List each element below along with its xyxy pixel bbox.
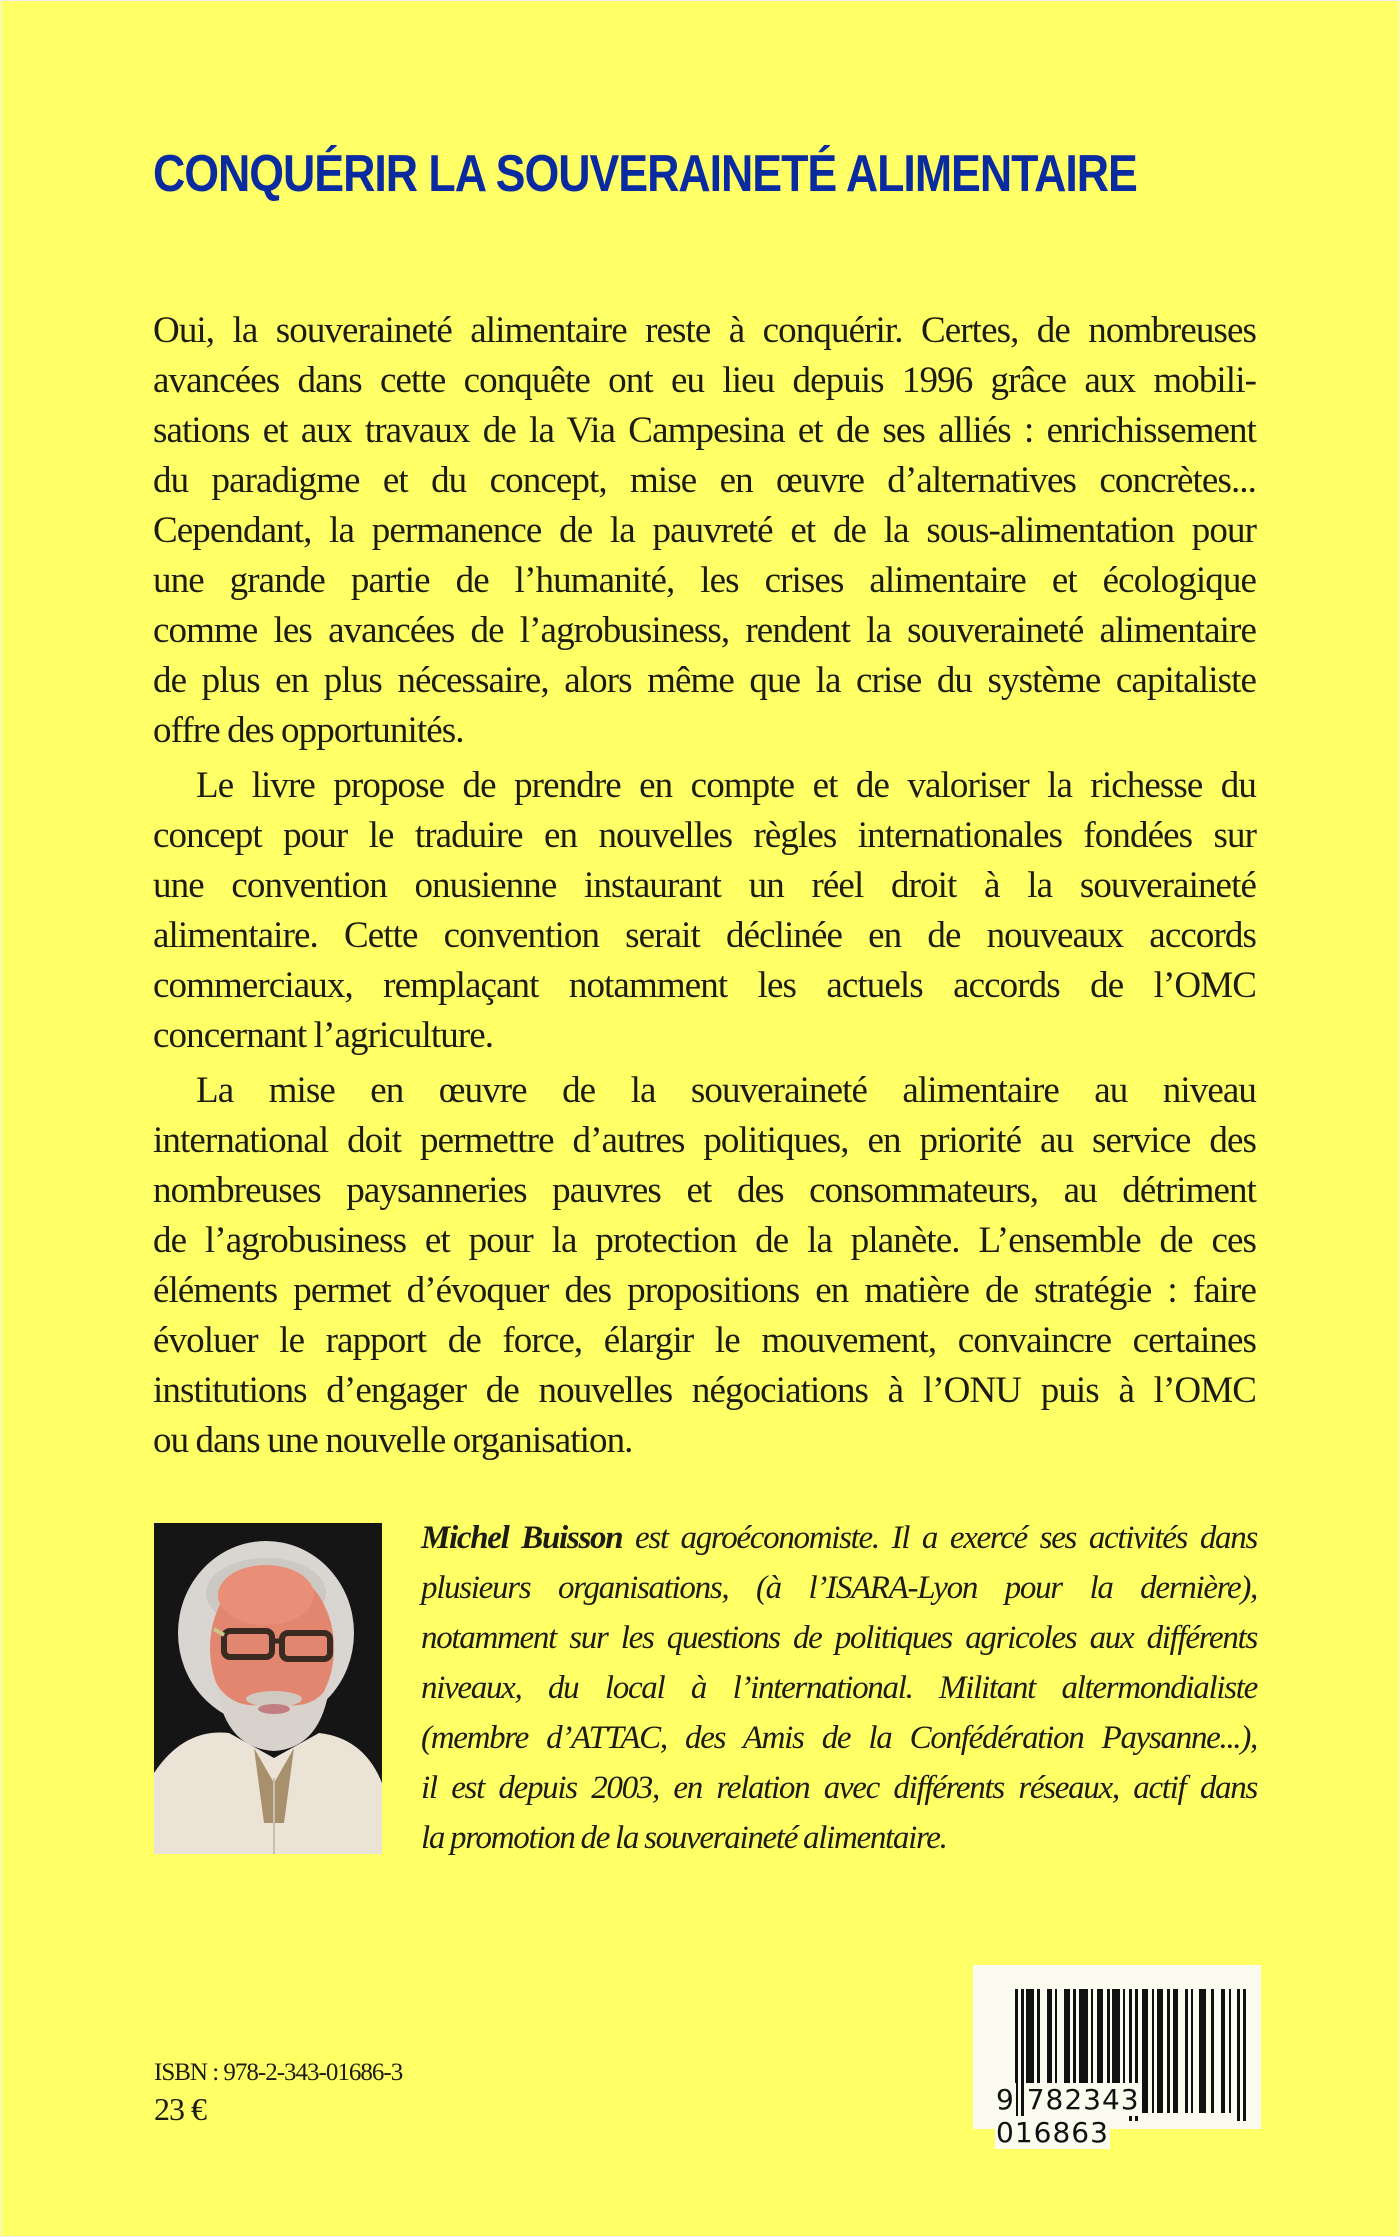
paragraph-1-line: Oui, la souveraineté alimentaire reste à conquérir. Certes, de nombreuses: [153, 310, 1256, 351]
author-bio-line: la promotion de la souveraineté alimentaire.: [421, 1820, 947, 1856]
barcode-digit-prefix: 9: [996, 2083, 1015, 2116]
paragraph-3-line: ou dans une nouvelle organisation.: [153, 1420, 633, 1461]
author-portrait-icon: [154, 1523, 382, 1854]
author-bio-line: (membre d’ATTAC, des Amis de la Confédération Paysanne...),: [421, 1720, 1257, 1756]
paragraph-1-line: avancées dans cette conquête ont eu lieu depuis 1996 grâce aux mobili-: [153, 360, 1256, 401]
barcode-digits-left: 782343: [1026, 2083, 1140, 2116]
paragraph-3-line: nombreuses paysanneries pauvres et des consommateurs, au détriment: [153, 1170, 1256, 1211]
book-title: CONQUÉRIR LA SOUVERAINETÉ ALIMENTAIRE: [153, 145, 1137, 203]
author-bio-line: il est depuis 2003, en relation avec différents réseaux, actif dans: [421, 1770, 1257, 1806]
paragraph-2-line: concept pour le traduire en nouvelles règles internationales fondées sur: [153, 815, 1256, 856]
author-photo: [154, 1523, 382, 1854]
paragraph-3-line: éléments permet d’évoquer des propositions en matière de stratégie : faire: [153, 1270, 1256, 1311]
paragraph-2-line: une convention onusienne instaurant un réel droit à la souveraineté: [153, 865, 1256, 906]
author-bio-text: est agroéconomiste. Il a exercé ses activités dans: [622, 1520, 1257, 1556]
paragraph-3-line: institutions d’engager de nouvelles négociations à l’ONU puis à l’OMC: [153, 1370, 1256, 1411]
paragraph-2-line: commerciaux, remplaçant notamment les actuels accords de l’OMC: [153, 965, 1256, 1006]
paragraph-1-line: de plus en plus nécessaire, alors même que la crise du système capitaliste: [153, 660, 1256, 701]
paragraph-3-line: évoluer le rapport de force, élargir le mouvement, convaincre certaines: [153, 1320, 1256, 1361]
author-bio-line: niveaux, du local à l’international. Militant altermondialiste: [421, 1670, 1257, 1706]
author-bio-line: notamment sur les questions de politiques agricoles aux différents: [421, 1620, 1257, 1656]
paragraph-2-line: concernant l’agriculture.: [153, 1015, 494, 1056]
barcode-digits: [995, 2083, 1261, 2149]
price-text: 23 €: [154, 2091, 206, 2127]
paragraph-1-line: Cependant, la permanence de la pauvreté et de la sous-alimentation pour: [153, 510, 1256, 551]
isbn-text: ISBN : 978-2-343-01686-3: [154, 2059, 403, 2086]
paragraph-3-line: de l’agrobusiness et pour la protection de la planète. L’ensemble de ces: [153, 1220, 1256, 1261]
paragraph-1-line: une grande partie de l’humanité, les crises alimentaire et écologique: [153, 560, 1256, 601]
author-bio-line: [421, 1513, 1257, 1563]
paragraph-1-line: du paradigme et du concept, mise en œuvre d’alternatives concrètes...: [153, 460, 1256, 501]
paragraph-2-line: alimentaire. Cette convention serait déclinée en de nouveaux accords: [153, 915, 1256, 956]
paragraph-1-line: comme les avancées de l’agrobusiness, rendent la souveraineté alimentaire: [153, 610, 1256, 651]
paragraph-2-line: Le livre propose de prendre en compte et de valoriser la richesse du: [196, 765, 1256, 806]
author-bio-line: plusieurs organisations, (à l’ISARA-Lyon pour la dernière),: [421, 1570, 1257, 1606]
barcode-digits-right: 016863: [996, 2116, 1109, 2149]
author-name: Michel Buisson: [421, 1520, 623, 1556]
paragraph-1-line: sations et aux travaux de la Via Campesina et de ses alliés : enrichissement: [153, 410, 1256, 451]
isbn-barcode: [973, 1965, 1261, 2149]
paragraph-3-line: La mise en œuvre de la souveraineté alimentaire au niveau: [196, 1070, 1256, 1111]
paragraph-1-line: offre des opportunités.: [153, 710, 464, 751]
paragraph-3-line: international doit permettre d’autres politiques, en priorité au service des: [153, 1120, 1256, 1161]
